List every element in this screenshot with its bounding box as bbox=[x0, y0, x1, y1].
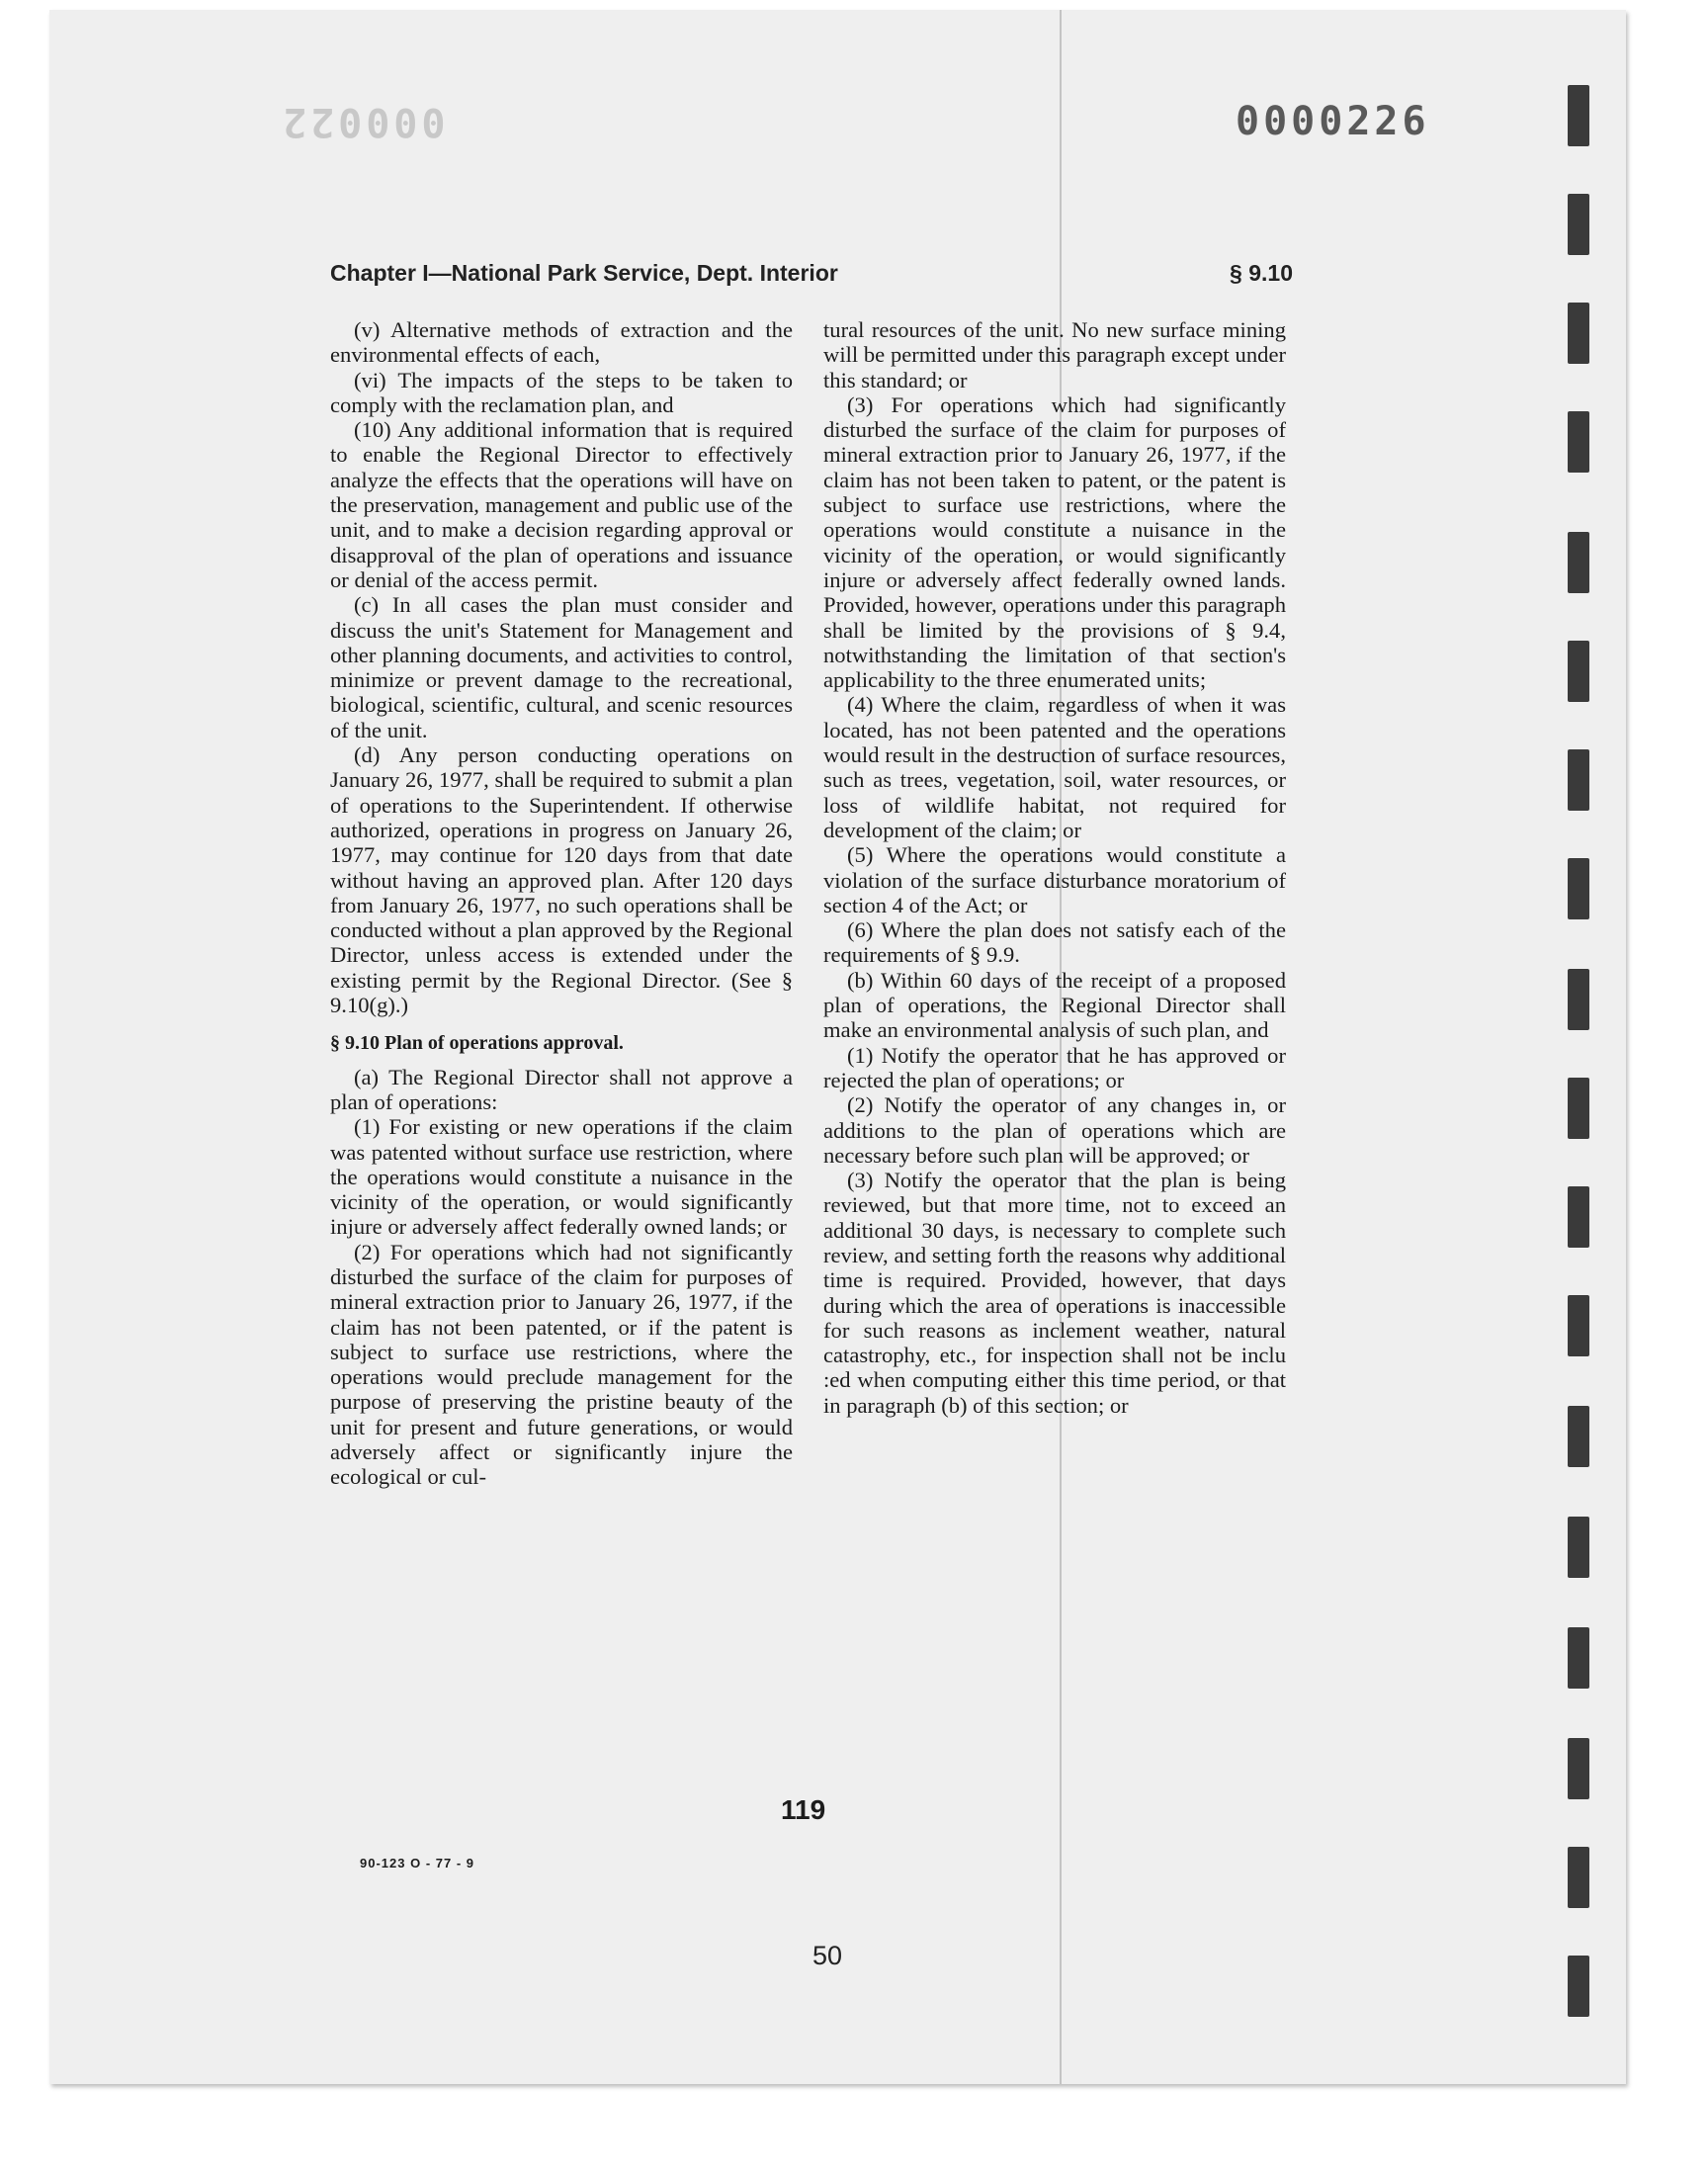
binder-hole bbox=[1568, 303, 1589, 364]
binder-hole bbox=[1568, 1295, 1589, 1356]
binder-hole bbox=[1568, 749, 1589, 811]
paragraph: (10) Any additional information that is required to enable the Regional Director to effectively analyze the effects that the operations will have on the preservation, management and public use of the unit, and to make a decision regarding approval or disapproval of the plan of operations and issuance or denial of the access permit. bbox=[330, 417, 793, 592]
binder-hole bbox=[1568, 1517, 1589, 1578]
print-code: 90-123 O - 77 - 9 bbox=[360, 1856, 474, 1870]
binder-hole bbox=[1568, 969, 1589, 1030]
binder-hole bbox=[1568, 1738, 1589, 1799]
paragraph: (b) Within 60 days of the receipt of a proposed plan of operations, the Regional Director shall make an environmental analysis of such plan, and bbox=[823, 967, 1286, 1043]
paragraph: (4) Where the claim, regardless of when it was located, has not been patented and the operations would result in the destruction of surface resources, such as trees, vegetation, soil, water resources, or loss of wildlife habitat, not required for development of the claim; or bbox=[823, 692, 1286, 842]
paragraph: (2) For operations which had not significantly disturbed the surface of the claim for purposes of mineral extraction prior to January 26, 1977, if the claim has not been patented, or if the patent is subject to surface use restrictions, where the operations would preclude management for the purpose of preserving the pristine beauty of the unit for present and future generations, or would adversely affect or significantly injure the ecological or cul- bbox=[330, 1239, 793, 1490]
binder-hole bbox=[1568, 532, 1589, 593]
section-heading: § 9.10 Plan of operations approval. bbox=[330, 1032, 624, 1055]
scan-page-number: 50 bbox=[812, 1941, 843, 1970]
paragraph: (6) Where the plan does not satisfy each of the requirements of § 9.9. bbox=[823, 917, 1286, 968]
paragraph: (d) Any person conducting operations on January 26, 1977, shall be required to submit a plan of operations to the Superintendent. If otherwise authorized, operations in progress on January 26, 1977, may continue for 120 days from that date without having an approved plan. After 120 days from January 26, 1977, no such operations shall be conducted without a plan approved by the Regional Director, unless access is extended under the existing permit by the Regional Director. (See § 9.10(g).) bbox=[330, 742, 793, 1018]
paragraph: (v) Alternative methods of extraction and the environmental effects of each, bbox=[330, 317, 793, 368]
paragraph: (3) Notify the operator that the plan is being reviewed, but that more time, not to exceed an additional 30 days, is necessary to complete such review, and setting forth the reasons why additional time is required. Provided, however, that days during which the area of operations is inaccessible for such reasons as inclement weather, natural catastrophy, etc., for inspection shall not be inclu :ed when computing either this time period, or that in paragraph (b) of this section; or bbox=[823, 1168, 1286, 1418]
paragraph: (2) Notify the operator of any changes in, or additions to the plan of operations which are necessary before such plan will be approved; or bbox=[823, 1092, 1286, 1168]
binder-hole bbox=[1568, 1627, 1589, 1689]
paragraph: (1) For existing or new operations if the claim was patented without surface use restriction, where the operations would constitute a nuisance in the vicinity of the operation, or would significantly injure or adversely affect federally owned lands; or bbox=[330, 1114, 793, 1240]
paragraph: (c) In all cases the plan must consider and discuss the unit's Statement for Management and other planning documents, and activities to control, minimize or prevent damage to the recreational, biological, scientific, cultural, and scenic resources of the unit. bbox=[330, 592, 793, 742]
binder-hole bbox=[1568, 1956, 1589, 2017]
paragraph: (1) Notify the operator that he has approved or rejected the plan of operations; or bbox=[823, 1042, 1286, 1092]
binder-hole bbox=[1568, 1847, 1589, 1908]
page-number-stamp: 0000226 bbox=[1236, 99, 1430, 144]
paragraph: (3) For operations which had significantly disturbed the surface of the claim for purposes of mineral extraction prior to January 26, 1977, if the claim has not been taken to patent, or the patent is subject to surface use restrictions, where the operations would constitute a nuisance in the vicinity of the operation, or would significantly injure or adversely affect federally owned lands. Provided, however, operations under this paragraph shall be limited by the provisions of § 9.4, notwithstanding the limitation of that section's applicability to the three enumerated units; bbox=[823, 392, 1286, 693]
binder-hole bbox=[1568, 194, 1589, 255]
paragraph: (5) Where the operations would constitute a violation of the surface disturbance moratorium of section 4 of the Act; or bbox=[823, 842, 1286, 917]
binder-hole bbox=[1568, 1078, 1589, 1139]
binder-hole bbox=[1568, 85, 1589, 146]
folio-number: 119 bbox=[781, 1794, 826, 1825]
paragraph: (a) The Regional Director shall not approve a plan of operations: bbox=[330, 1064, 793, 1114]
binder-hole bbox=[1568, 858, 1589, 919]
binder-hole bbox=[1568, 1406, 1589, 1467]
paragraph: (vi) The impacts of the steps to be taken to comply with the reclamation plan, and bbox=[330, 367, 793, 417]
bleed-through-stamp: 000022 bbox=[279, 99, 446, 144]
binder-hole bbox=[1568, 411, 1589, 473]
binder-hole bbox=[1568, 1186, 1589, 1248]
right-column bbox=[823, 317, 1286, 1418]
left-column bbox=[330, 317, 793, 1490]
running-head bbox=[330, 260, 1293, 287]
paragraph: tural resources of the unit. No new surface mining will be permitted under this paragraph except under this standard; or bbox=[823, 317, 1286, 392]
binder-hole bbox=[1568, 641, 1589, 702]
section-number: § 9.10 bbox=[1230, 260, 1293, 286]
chapter-title: Chapter I—National Park Service, Dept. Interior bbox=[330, 260, 838, 286]
